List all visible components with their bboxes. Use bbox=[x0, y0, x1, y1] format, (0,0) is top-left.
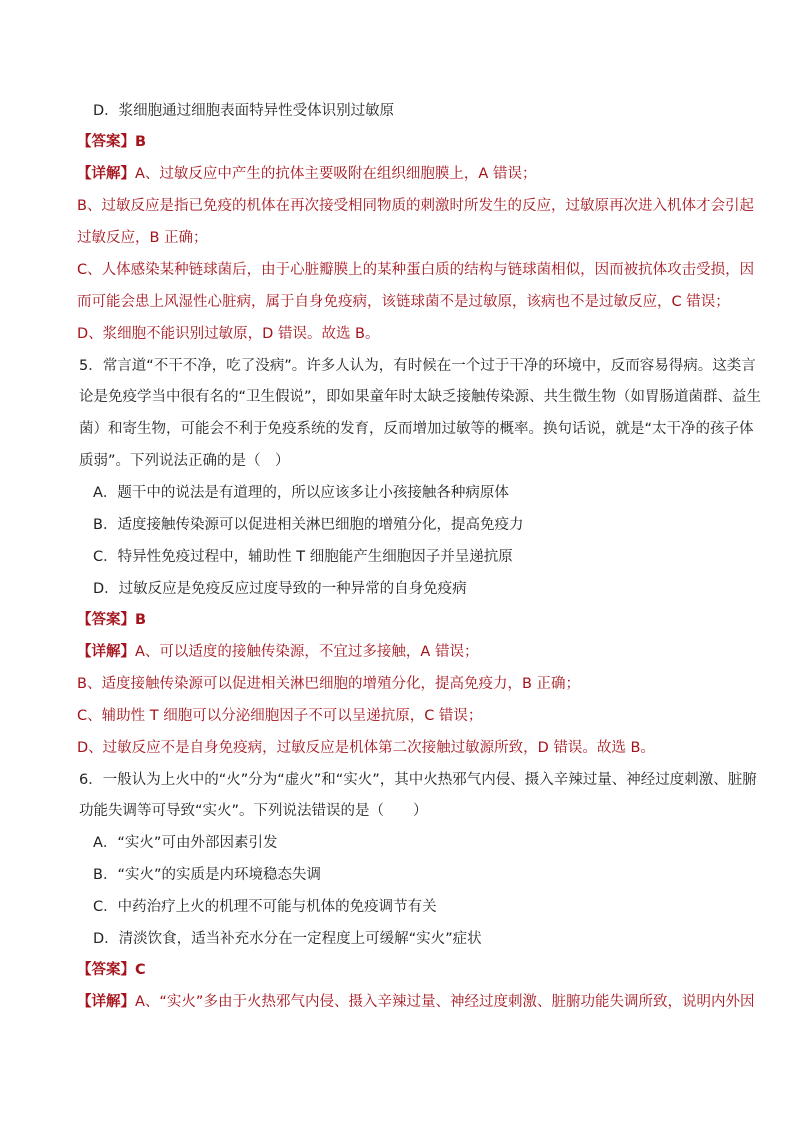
q6-option-c: C．中药治疗上火的机理不可能与机体的免疫调节有关 bbox=[93, 899, 437, 915]
q6-stem-line-2: 功能失调等可导致“实火”。下列说法错误的是（ ） bbox=[79, 803, 428, 819]
q4-explanation-line-2: B、过敏反应是指已免疫的机体在再次接受相同物质的刺激时所发生的反应，过敏原再次进入机体才会引起 bbox=[77, 198, 754, 214]
q5-explanation-line-4: D、过敏反应不是自身免疫病，过敏反应是机体第二次接触过敏源所致，D 错误。故选 B。 bbox=[77, 740, 655, 756]
explanation-label: 【详解】 bbox=[77, 166, 135, 182]
q4-explanation-line-4: C、人体感染某种链球菌后，由于心脏瓣膜上的某种蛋白质的结构与链球菌相似，因而被抗体攻击受损，因 bbox=[77, 262, 755, 278]
q5-option-d: D．过敏反应是免疫反应过度导致的一种异常的自身免疫病 bbox=[93, 581, 467, 597]
explanation-label: 【详解】 bbox=[77, 994, 135, 1010]
q6-option-d: D．清淡饮食，适当补充水分在一定程度上可缓解“实火”症状 bbox=[93, 931, 482, 947]
q4-explanation-line-6: D、浆细胞不能识别过敏原，D 错误。故选 B。 bbox=[77, 326, 380, 342]
q6-stem-line-1: 6．一般认为上火中的“火”分为“虚火”和“实火”，其中火热邪气内侵、摄入辛辣过量、神经过度刺激、脏腑 bbox=[79, 772, 757, 788]
q4-explanation-line-1: 【详解】A、过敏反应中产生的抗体主要吸附在组织细胞膜上，A 错误； bbox=[77, 166, 537, 182]
q5-option-a: A．题干中的说法是有道理的，所以应该多让小孩接触各种病原体 bbox=[93, 485, 509, 501]
q5-explanation-line-3: C、辅助性 T 细胞可以分泌细胞因子不可以呈递抗原，C 错误； bbox=[77, 708, 483, 724]
answer-label: 【答案】 bbox=[77, 612, 135, 628]
q6-option-a: A．“实火”可由外部因素引发 bbox=[93, 835, 278, 851]
answer-value: B bbox=[135, 612, 147, 628]
q4-option-d: D．浆细胞通过细胞表面特异性受体识别过敏原 bbox=[93, 103, 395, 119]
q5-explanation-line-1: 【详解】A、可以适度的接触传染源，不宜过多接触，A 错误； bbox=[77, 644, 479, 660]
q4-answer bbox=[77, 132, 146, 152]
q5-stem-line-4: 质弱”。下列说法正确的是（ ） bbox=[79, 453, 290, 469]
q6-explanation-line-1: 【详解】A、“实火”多由于火热邪气内侵、摄入辛辣过量、神经过度刺激、脏腑功能失调所致，说明内外因 bbox=[77, 994, 755, 1010]
q5-explanation-line-2: B、适度接触传染源可以促进相关淋巴细胞的增殖分化，提高免疫力，B 正确； bbox=[77, 676, 581, 692]
explanation-label: 【详解】 bbox=[77, 644, 135, 660]
answer-value: B bbox=[135, 134, 147, 150]
q6-answer bbox=[77, 960, 146, 980]
q4-explanation-line-5: 而可能会患上风湿性心脏病，属于自身免疫病，该链球菌不是过敏原，该病也不是过敏反应，C 错误； bbox=[77, 294, 730, 310]
q5-stem-line-1: 5．常言道“不干不净，吃了没病”。许多人认为，有时候在一个过于干净的环境中，反而容易得病。这类言 bbox=[79, 358, 756, 374]
answer-label: 【答案】 bbox=[77, 134, 135, 150]
q6-option-b: B．“实火”的实质是内环境稳态失调 bbox=[93, 867, 321, 883]
q5-option-b: B．适度接触传染源可以促进相关淋巴细胞的增殖分化，提高免疫力 bbox=[93, 517, 524, 533]
q5-option-c: C．特异性免疫过程中，辅助性 T 细胞能产生细胞因子并呈递抗原 bbox=[93, 549, 513, 565]
q5-stem-line-3: 菌）和寄生物，可能会不利于免疫系统的发育，反而增加过敏等的概率。换句话说，就是“太干净的孩子体 bbox=[79, 421, 754, 437]
q5-answer bbox=[77, 610, 146, 630]
q4-explanation-line-3: 过敏反应，B 正确； bbox=[77, 230, 208, 246]
answer-value: C bbox=[135, 962, 146, 978]
q5-stem-line-2: 论是免疫学当中很有名的“卫生假说”，即如果童年时太缺乏接触传染源、共生微生物（如胃肠道菌群、益生 bbox=[79, 389, 762, 405]
answer-label: 【答案】 bbox=[77, 962, 135, 978]
